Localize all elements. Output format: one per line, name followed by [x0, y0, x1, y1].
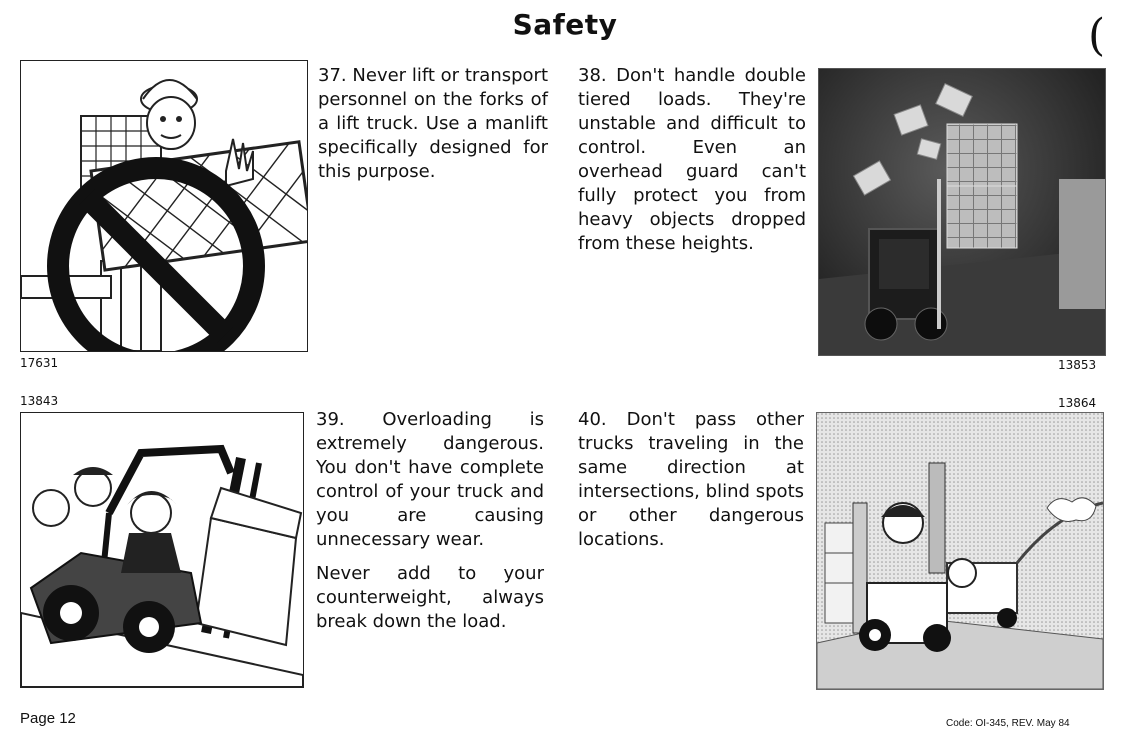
item-40-number: 40.: [578, 409, 607, 430]
page-title: Safety: [512, 8, 618, 41]
item-37: [318, 64, 548, 184]
item-39-text: Overloading is extremely dangerous. You don't have complete control of your truck and you are causing unnecessary wear.: [316, 409, 544, 550]
item-39-number: 39.: [316, 409, 345, 430]
item-38: [578, 64, 806, 256]
illustration-no-riding-on-forks: [20, 60, 308, 352]
item-39: [316, 408, 544, 552]
illustration-overloaded-truck: [20, 412, 304, 688]
photo-double-tiered-loads: [818, 68, 1106, 356]
item-40-text: Don't pass other trucks traveling in the same direction at intersections, blind spots or other dangerous locations.: [578, 409, 804, 550]
item-37-text: Never lift or transport personnel on the forks of a lift truck. Use a manlift specifically designed for this purpose.: [318, 65, 548, 182]
image-code-13843: 13843: [20, 394, 59, 408]
image-code-13853: 13853: [1058, 358, 1097, 372]
item-40: [578, 408, 804, 552]
page-number: Page 12: [20, 710, 76, 727]
document-code: Code: OI-345, REV. May 84: [946, 718, 1070, 729]
edge-mark: (: [1088, 10, 1106, 61]
item-38-text: Don't handle double tiered loads. They're unstable and difficult to control. Even an overhead guard can't fully protect you from heavy objects dropped from these heights.: [578, 65, 806, 254]
image-code-13864: 13864: [1058, 396, 1097, 410]
item-39-extra: Never add to your counterweight, always break down the load.: [316, 563, 544, 632]
item-37-number: 37.: [318, 65, 347, 86]
image-code-17631: 17631: [20, 356, 59, 370]
item-38-number: 38.: [578, 65, 607, 86]
illustration-passing-trucks: [816, 412, 1104, 690]
